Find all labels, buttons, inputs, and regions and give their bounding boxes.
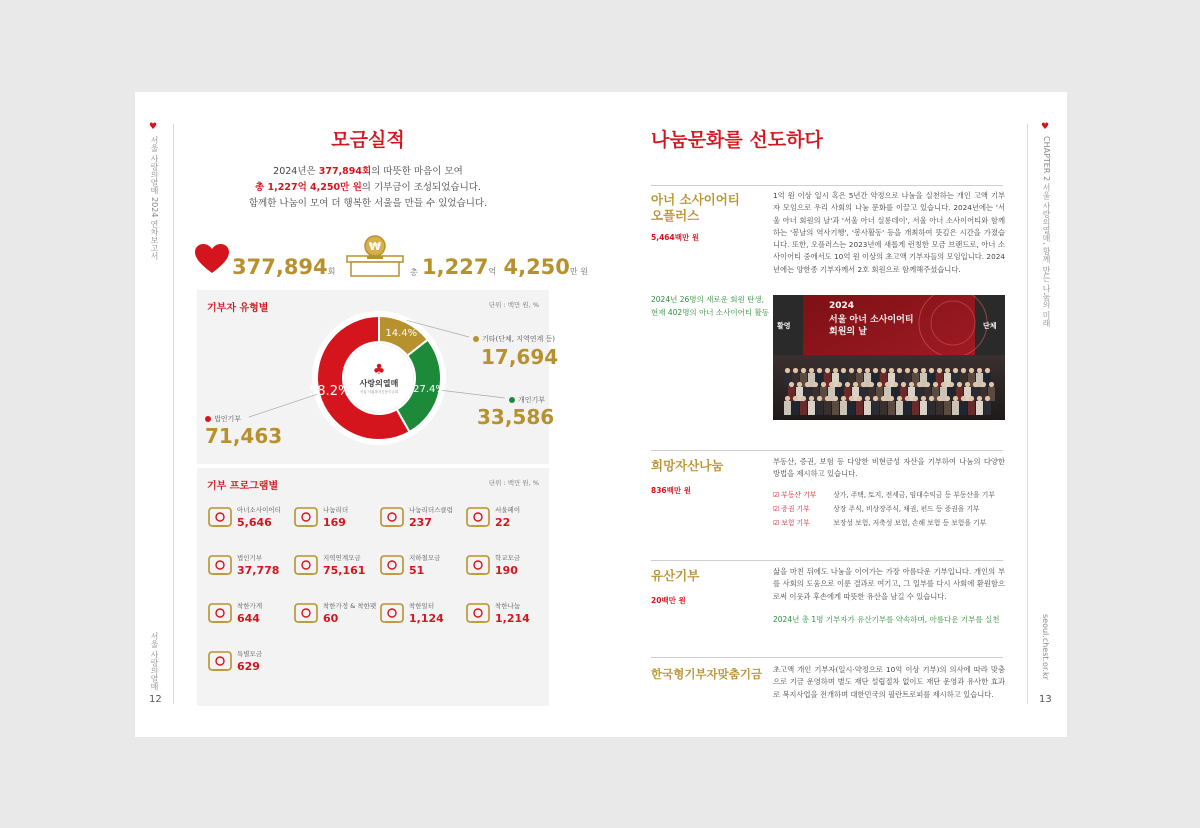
photo-caption: 서울 아너 소사이어티 회원의 날 [829, 315, 914, 337]
crowd-head [821, 382, 826, 387]
section-name-honor: 아너 소사이어티 오플러스 [651, 192, 740, 223]
crowd-head [861, 382, 866, 387]
program-label: 특별모금 [237, 650, 263, 658]
crowd-person [960, 401, 967, 415]
crowd-head [921, 396, 926, 401]
program-value: 1,124 [409, 612, 444, 625]
gift-box-icon [463, 598, 493, 628]
crowd-head [801, 396, 806, 401]
program-label: 착한가정 & 착한펫 [323, 602, 377, 610]
building-icon [205, 550, 235, 580]
crowd-head [873, 368, 878, 373]
right-page-number: 13 [1039, 694, 1052, 705]
program-value: 5,646 [237, 516, 272, 529]
crowd-person [944, 401, 951, 415]
crowd-person [816, 401, 823, 415]
donor-type-unit: 단위 : 백만 원, % [488, 301, 539, 309]
program-item [291, 502, 377, 542]
center-sub-text: 서울 사회복지공동모금회 [359, 390, 399, 394]
photo-side-left: 활영 [777, 322, 791, 330]
crowd-person [912, 401, 919, 415]
crowd-head [841, 396, 846, 401]
fruit-logo-icon: ♣ [372, 362, 386, 378]
program-value: 1,214 [495, 612, 530, 625]
crowd-head [817, 368, 822, 373]
crowd-head [849, 396, 854, 401]
check-icon: ☑ [773, 491, 782, 499]
crowd-head [949, 382, 954, 387]
crowd-head [889, 368, 894, 373]
crowd-head [925, 382, 930, 387]
crowd-head [865, 368, 870, 373]
crowd-head [801, 368, 806, 373]
crowd-head [961, 368, 966, 373]
section-amount-legacy: 20백만 원 [651, 596, 686, 605]
section-amount-honor: 5,464백만 원 [651, 233, 700, 242]
crowd-head [897, 396, 902, 401]
program-item [205, 502, 291, 542]
program-label: 서울페이 [495, 506, 521, 514]
crowd-head [833, 368, 838, 373]
crowd-head [957, 382, 962, 387]
crowd-person [800, 401, 807, 415]
donut-center [345, 344, 413, 412]
handshake-icon [377, 502, 407, 532]
program-item [205, 550, 291, 590]
coin-box-icon [345, 234, 405, 278]
hope-item-real-estate: ☑ 부동산 기부 상가, 주택, 토지, 전세금, 임대수익금 등 부동산을 기부 [773, 491, 995, 499]
program-value: 37,778 [237, 564, 280, 577]
program-label: 지하철모금 [409, 554, 441, 562]
crowd-head [945, 368, 950, 373]
crowd-person [936, 401, 943, 415]
crowd-person [968, 401, 975, 415]
crowd-head [909, 382, 914, 387]
section-body-honor: 1억 원 이상 일시 혹은 5년간 약정으로 나눔을 실천하는 개인 고액 기부자 모임으로 우리 사회의 나눔 문화를 이끌고 있습니다. 2024년에는 '서울 아너 회원의 날'과 '서울 아너 실롱데이', 서울 아너 소사이어티와 함께하는 '봉날의 역사기행', '봉사활동' 등을 개최하여 뜻깊은 시간을 가졌습니다. 또한, 오플러스는 2023년에 새롭게 런칭한 모금 브랜드로, 아너 소사이어티 중에서도 10억 원 이상의 초고액 기부자들의 모임입니다. 2024년에는 양한종 기부자께서 2호 회원으로 함께해주셨습니다. [773, 191, 1005, 274]
section-body-legacy: 삶을 마친 뒤에도 나눔을 이어가는 가장 아름다운 기부입니다. 개인의 부를 사회의 도움으로 이룬 결과로 여기고, 그 일부를 다시 사회에 환원함으로써 이웃과 후손에게 따뜻한 유산을 남길 수 있습니다. [773, 567, 1005, 601]
crowd-head [989, 382, 994, 387]
crowd-head [889, 396, 894, 401]
program-value: 169 [323, 516, 346, 529]
crowd-head [921, 368, 926, 373]
crowd-person [920, 401, 927, 415]
crowd-head [969, 396, 974, 401]
crowd-head [965, 382, 970, 387]
total-prefix: 총 [410, 268, 418, 277]
check-icon: ☑ [773, 519, 782, 527]
crowd-head [973, 382, 978, 387]
crowd-head [961, 396, 966, 401]
section-name-legacy: 유산기부 [651, 568, 700, 583]
crowd-head [829, 382, 834, 387]
program-value: 629 [237, 660, 260, 673]
section-body-korean: 초고액 개인 기부자(일시·약정으로 10억 이상 기부)의 의사에 따라 맞춤으로 기금 운영하며 별도 재단 설립절차 없이도 재단 운영과 유사한 효과로 복지사업을 전개하며 대한민국의 필란트로피를 제시하고 있습니다. [773, 665, 1005, 699]
section-name-hope: 희망자산나눔 [651, 458, 724, 473]
right-page-title: 나눔문화를 선도하다 [651, 129, 823, 151]
crowd-head [945, 396, 950, 401]
svg-text:₩: ₩ [368, 240, 382, 253]
wallet-icon [463, 502, 493, 532]
crowd-person [880, 401, 887, 415]
crowd-head [917, 382, 922, 387]
left-side-label: 서울 사랑의열매 2024 연차보고서 [150, 136, 159, 260]
crowd-head [845, 382, 850, 387]
crowd-head [937, 396, 942, 401]
crowd-head [857, 396, 862, 401]
left-footer-label: 서울 사랑의열매 [150, 632, 159, 691]
crowd-head [941, 382, 946, 387]
crowd-person [848, 401, 855, 415]
slice-value-corporate: 71,463 [205, 424, 283, 448]
program-label: 착한나눔 [495, 602, 521, 610]
left-margin-line [173, 124, 174, 704]
crowd-head [969, 368, 974, 373]
community-icon [291, 550, 321, 580]
crowd-head [873, 396, 878, 401]
crowd-head [897, 368, 902, 373]
program-value: 190 [495, 564, 518, 577]
program-unit: 단위 : 백만 원, % [488, 479, 539, 487]
section-name-korean: 한국형기부자맞춤기금 [651, 667, 763, 681]
crowd-head [813, 382, 818, 387]
crowd-head [881, 396, 886, 401]
crowd-head [977, 368, 982, 373]
crowd-person [952, 401, 959, 415]
crowd-head [913, 396, 918, 401]
program-label: 학교모금 [495, 554, 521, 562]
crowd-head [837, 382, 842, 387]
program-item [377, 550, 463, 590]
crowd-head [793, 396, 798, 401]
program-label: 착한가게 [237, 602, 263, 610]
crowd-head [785, 396, 790, 401]
crowd-head [953, 396, 958, 401]
crowd-head [937, 368, 942, 373]
photo-year: 2024 [829, 301, 855, 311]
crowd-head [885, 382, 890, 387]
crowd-head [785, 368, 790, 373]
crowd-person [808, 401, 815, 415]
crowd-person [840, 401, 847, 415]
center-logo-text: 사랑의열매 [359, 379, 399, 388]
crowd-person [784, 401, 791, 415]
section-note-legacy: 2024년 총 1명 기부자가 유산기부를 약속하며, 아름다운 기부를 실천 [773, 615, 1000, 624]
program-title: 기부 프로그램별 [207, 481, 279, 492]
slice-label-corporate: 법인기부 [205, 414, 241, 424]
program-value: 237 [409, 516, 432, 529]
crowd-head [905, 396, 910, 401]
crowd-head [985, 396, 990, 401]
program-label: 나눔리더 [323, 506, 349, 514]
crowd-person [864, 401, 871, 415]
crowd-head [865, 396, 870, 401]
crowd-head [797, 382, 802, 387]
crowd-head [929, 396, 934, 401]
crowd-head [833, 396, 838, 401]
crowd-head [793, 368, 798, 373]
crowd-head [805, 382, 810, 387]
crowd-head [901, 382, 906, 387]
slice-label-other: 기타(단체, 지역연계 등) [473, 334, 555, 344]
pet-icon [291, 598, 321, 628]
program-item [463, 598, 549, 638]
leader-line-individual [442, 390, 505, 398]
crowd-head [869, 382, 874, 387]
right-margin-line [1027, 124, 1028, 704]
program-label: 지역연계모금 [323, 554, 361, 562]
program-value: 75,161 [323, 564, 366, 577]
crowd-head [977, 396, 982, 401]
crowd-head [877, 382, 882, 387]
program-panel [197, 468, 549, 706]
briefcase-icon [377, 598, 407, 628]
crowd-head [913, 368, 918, 373]
crowd-head [933, 382, 938, 387]
people-icon [291, 502, 321, 532]
crowd-person [984, 401, 991, 415]
program-label: 법인기부 [237, 554, 263, 562]
crowd-head [789, 382, 794, 387]
store-icon [205, 598, 235, 628]
program-item [205, 598, 291, 638]
crowd-head [857, 368, 862, 373]
program-value: 22 [495, 516, 511, 529]
pct-label-individual: 27.4% [413, 383, 445, 395]
section-divider-legacy [651, 560, 1003, 561]
program-item [463, 550, 549, 590]
program-label: 아너소사이어티 [237, 506, 281, 514]
pct-label-corporate: 58.2% [309, 383, 351, 399]
section-note-honor: 2024년 26명의 새로운 회원 탄생, 현재 402명의 아너 소사이어티 활동 [651, 295, 770, 317]
crowd-person [928, 401, 935, 415]
section-amount-hope: 836백만 원 [651, 486, 692, 495]
crowd-head [905, 368, 910, 373]
donation-total: 1,227억 4,250만 원 [422, 255, 588, 279]
crowd-head [929, 368, 934, 373]
crowd-person [832, 401, 839, 415]
program-item [291, 550, 377, 590]
right-side-label: CHAPTER 2 서울 사랑의열매, 함께 만든 나눔의 미래 [1042, 136, 1051, 327]
heart-bullet-icon-right: ♥ [1041, 122, 1050, 132]
left-page-number: 12 [149, 694, 162, 705]
program-label: 나눔리더스클럽 [409, 506, 453, 514]
section-divider-korean [651, 657, 1003, 658]
program-item [463, 502, 549, 542]
donation-box-icon [377, 550, 407, 580]
photo-side-right: 단체 [983, 322, 997, 330]
crowd-head [841, 368, 846, 373]
program-item [291, 598, 377, 638]
crowd-person [824, 401, 831, 415]
special-badge-icon [205, 646, 235, 676]
program-item [377, 598, 463, 638]
leader-line-corporate [249, 394, 317, 417]
hope-item-securities: ☑ 증권 기부 상장 주식, 비상장주식, 채권, 펀드 등 증권을 기부 [773, 505, 980, 513]
heart-bullet-icon: ♥ [149, 122, 158, 132]
page-title: 모금실적 [331, 129, 405, 151]
crowd-person [976, 401, 983, 415]
program-value: 51 [409, 564, 425, 577]
section-body-hope: 부동산, 증권, 보험 등 다양한 비현금성 자산을 기부하여 나눔의 다양한 방법을 제시하고 있습니다. [773, 457, 1005, 479]
crowd-head [817, 396, 822, 401]
check-icon: ☑ [773, 505, 782, 513]
crowd-head [825, 396, 830, 401]
program-item [205, 646, 291, 686]
crowd-head [953, 368, 958, 373]
program-label: 착한일터 [409, 602, 435, 610]
crowd-person [904, 401, 911, 415]
slice-label-individual: 개인기부 [509, 395, 545, 405]
crowd-head [985, 368, 990, 373]
crowd-head [849, 368, 854, 373]
crowd-person [856, 401, 863, 415]
crowd-head [809, 368, 814, 373]
slice-value-individual: 33,586 [477, 405, 555, 429]
crowd-person [888, 401, 895, 415]
right-page [601, 92, 1067, 737]
crowd-person [872, 401, 879, 415]
person-head-icon [205, 502, 235, 532]
heart-icon [195, 244, 229, 274]
program-value: 644 [237, 612, 260, 625]
intro-text: 2024년은 377,894회의 따뜻한 마음이 모여 총 1,227억 4,250만 원의 기부금이 조성되었습니다. 함께한 나눔이 모여 더 행복한 서울을 만들 수 있었습니다. [248, 166, 488, 209]
crowd-head [809, 396, 814, 401]
crowd-head [893, 382, 898, 387]
program-value: 60 [323, 612, 339, 625]
crowd-person [896, 401, 903, 415]
section-divider-hope [651, 450, 1003, 451]
slice-value-other: 17,694 [481, 345, 559, 369]
crowd-person [792, 401, 799, 415]
pct-label-other: 14.4% [385, 328, 418, 340]
crowd-head [981, 382, 986, 387]
hope-item-insurance: ☑ 보험 기부 보장성 보험, 저축성 보험, 손해 보험 등 보험을 기부 [773, 519, 987, 527]
right-footer-label: seoul.chest.or.kr [1041, 614, 1050, 680]
school-icon [463, 550, 493, 580]
left-page [135, 92, 601, 737]
donor-type-panel [197, 290, 559, 464]
crowd-head [825, 368, 830, 373]
honor-event-photo [773, 295, 1005, 420]
program-item [377, 502, 463, 542]
donor-type-title: 기부자 유형별 [207, 303, 269, 314]
donation-count: 377,894회 [232, 255, 336, 279]
crowd-head [853, 382, 858, 387]
section-divider-honor [651, 185, 1003, 186]
crowd-head [881, 368, 886, 373]
